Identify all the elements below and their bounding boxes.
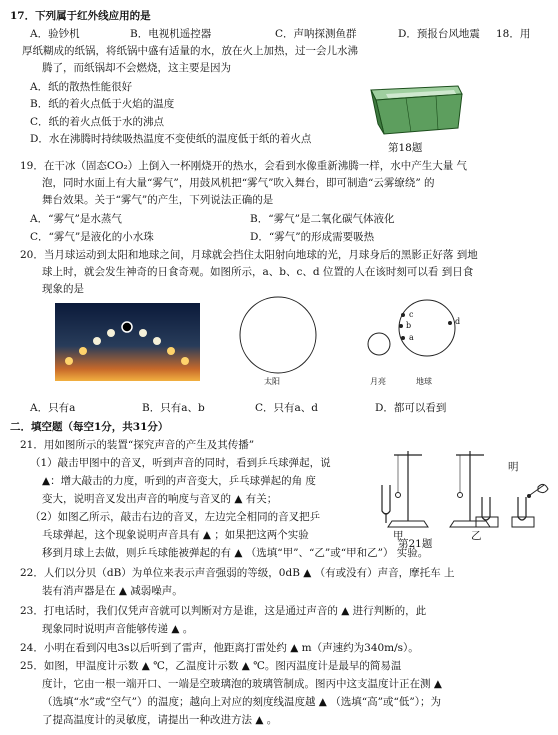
q18-option-a: A．纸的散热性能很好 — [30, 81, 133, 93]
q23-line1: 23．打电话时，我们仅凭声音就可以判断对方是谁，这是通过声音的 ▲ 进行判断的，此 — [20, 605, 427, 617]
q20-option-b: B．只有a、b — [142, 402, 205, 414]
q20-line1: 20．当月球运动到太阳和地球之间，月球就会挡住太阳射向地球的光，月球身后的黑影正好落 到地 — [20, 249, 478, 261]
sun-label: 太阳 — [264, 377, 280, 386]
q21-line4: 变大，说明音叉发出声音的响度与音叉的 ▲ 有关； — [42, 493, 278, 505]
q19-option-d: D．“雾气”的形成需要吸热 — [250, 231, 375, 243]
q21-line5: （2）如图乙所示，敲击右边的音叉，左边完全相同的音叉把乒 — [30, 511, 321, 523]
q21-line6: 乓球弹起，这个现象说明声音具有 ▲ ；如果把这两个实验 — [42, 529, 309, 541]
q20-line2: 球上时，就会发生神奇的日食奇观。如图所示，a、b、c、d 位置的人在该时刻可以看 到日食 — [42, 266, 474, 278]
point-d: d — [455, 317, 461, 326]
q17-option-d: D．预报台风地震 — [398, 28, 480, 40]
q18-option-c: C．纸的着火点低于水的沸点 — [30, 116, 165, 128]
q22-line2: 装有消声器是在 ▲ 减弱噪声。 — [42, 585, 183, 597]
q23-line2: 现象同时说明声音能够传递 ▲ 。 — [42, 623, 194, 635]
label-ming: 明 — [508, 461, 519, 473]
q25-line3: （选填“水”或“空气”）的温度；越向上对应的刻度线温度越 ▲ （选填“高”或“低”）；为 — [42, 696, 441, 708]
q22-line1: 22．人们以分贝（dB）为单位来表示声音强弱的等级，0dB ▲ （有或没有）声音，摩托车 上 — [20, 567, 455, 579]
paper-pot-figure — [366, 80, 466, 140]
q20-option-a: A．只有a — [30, 402, 76, 414]
q17-stem: 17．下列属于红外线应用的是 — [10, 10, 151, 22]
label-jia: 甲 — [393, 530, 404, 542]
q25-line4: 了提高温度计的灵敏度，请提出一种改进方法 ▲ 。 — [42, 714, 278, 726]
q20-option-c: C．只有a、d — [255, 402, 319, 414]
q21-line3: ▲：增大敲击的力度，听到的声音变大，乒乓球弹起的角 度 — [42, 475, 316, 487]
q20-option-d: D．都可以看到 — [375, 402, 447, 414]
q25-line1: 25．如图，甲温度计示数 ▲ ℃，乙温度计示数 ▲ ℃。图丙温度计是最早的简易温 — [20, 660, 402, 672]
q17-option-c: C．声呐探测鱼群 — [275, 28, 357, 40]
earth-label: 地球 — [416, 377, 432, 386]
q20-line3: 现象的是 — [42, 283, 84, 295]
tuning-fork-figure — [372, 445, 552, 537]
section-title: 二．填空题（每空1分，共31分） — [10, 421, 169, 433]
label-yi: 乙 — [471, 530, 482, 542]
q18-line3: 腾了，而纸锅却不会燃烧，这主要是因为 — [42, 62, 231, 74]
q21-line2: （1）敲击甲图中的音叉，听到声音的同时，看到乒乓球弹起，说 — [30, 457, 331, 469]
q19-option-a: A．“雾气”是水蒸气 — [30, 213, 122, 225]
q17-option-b: B．电视机遥控器 — [130, 28, 212, 40]
q21-line7: 移到月球上去做，则乒乓球能被弹起的有 ▲ （选填“甲”、“乙”或“甲和乙”） 实验。 — [42, 547, 429, 559]
point-a: a — [409, 333, 414, 342]
q18-option-b: B．纸的着火点低于火焰的温度 — [30, 98, 175, 110]
point-b: b — [406, 321, 412, 330]
q18-line2: 厚纸糊成的纸锅，将纸锅中盛有适量的水，放在火上加热，过一会儿水沸 — [22, 45, 358, 57]
q21-figure-label: 第21题 — [398, 538, 433, 550]
eclipse-photo — [55, 303, 200, 381]
q19-line1: 19．在干冰（固态CO₂）上倒入一杯刚烧开的热水，会看到水像重新沸腾一样，水中产生大量 气 — [20, 160, 468, 172]
q18-figure-label: 第18题 — [388, 142, 423, 154]
q18-option-d: D．水在沸腾时持续吸热温度不变使纸的温度低于纸的着火点 — [30, 133, 312, 145]
q17-option-a: A．验钞机 — [30, 28, 80, 40]
q18-number: 18．用 — [496, 28, 531, 40]
moon-label: 月亮 — [370, 377, 386, 386]
q19-option-b: B．“雾气”是二氧化碳气体液化 — [250, 213, 395, 225]
q25-line2: 度计，它由一根一端开口、一端是空玻璃泡的玻璃管制成。图丙中这支温度计正在测 ▲ — [42, 678, 442, 690]
q21-line1: 21．用如图所示的装置“探究声音的产生及其传播” — [20, 439, 255, 451]
q19-line2: 泡，同时水面上有大量“雾气”，用鼓风机把“雾气”吹入舞台，即可制造“云雾缭绕” 的 — [42, 177, 435, 189]
q19-option-c: C．“雾气”是液化的小水珠 — [30, 231, 154, 243]
point-c: c — [409, 310, 414, 319]
q24-line1: 24．小明在看到闪电3s以后听到了雷声，他距离打雷处约 ▲ m（声速约为340m/s）。 — [20, 642, 419, 654]
q19-line3: 舞台效果。关于“雾气”的产生，下列说法正确的是 — [42, 194, 274, 206]
